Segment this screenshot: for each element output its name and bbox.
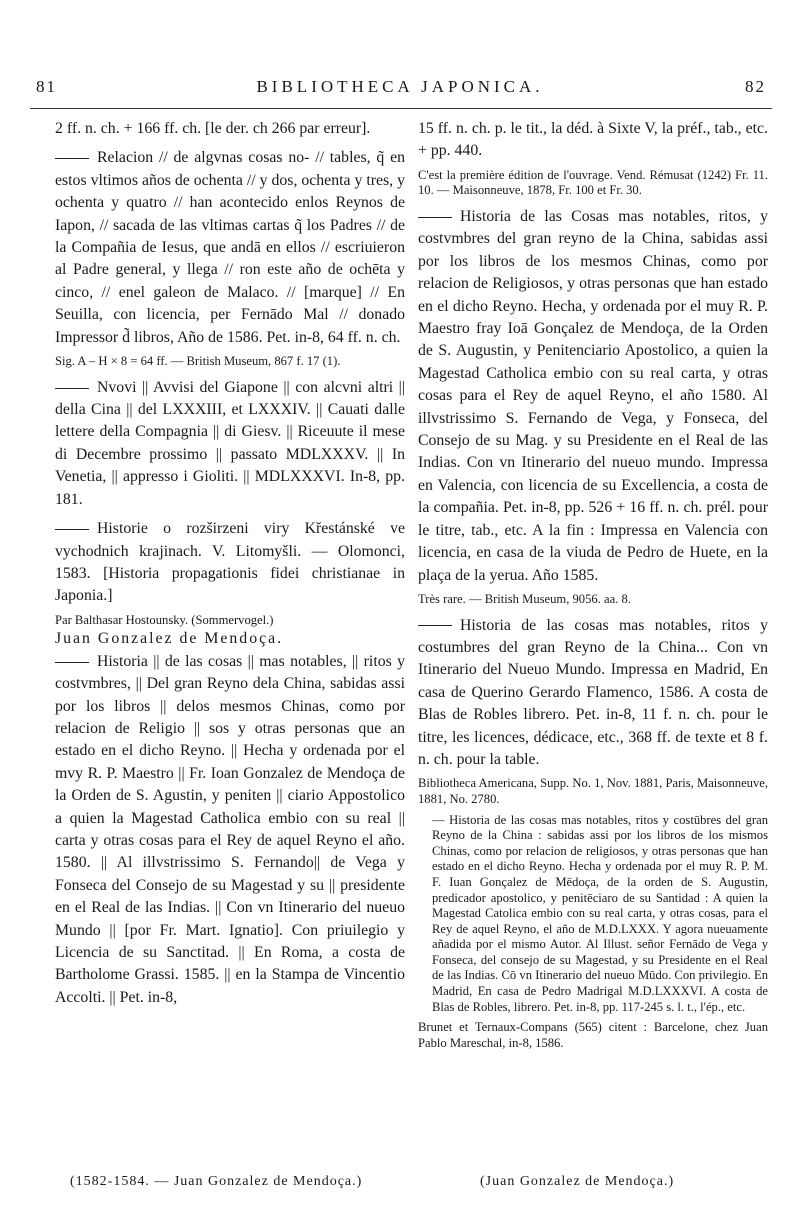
- entry-note: Brunet et Ternaux-Compans (565) citent : Barcelone, chez Juan Pablo Mareschal, in-8, 1586.: [418, 1020, 768, 1050]
- entry-text: Historia || de las cosas || mas notables, || ritos y costvmbres, || Del gran Reyno dela China, sabidas assi por los libros || delos mesmos Chinas, como por relacion de Religio || sos y otras personas que an estado en el dicho Reyno. || Hecha y ordenada por el mvy R. P. Maestro || Fr. Ioan Gonzalez de Mendoça de la Orden de S. Agustin, y peniten || ciario Appostolico a quien la Magestad Catholica embio con su real || carta y otras cosas para el Rey de aquel Reyno el año. 1580. || Al illvstrissimo S. Fernando|| de Vega y Fonseca del Consejo de su Magestad y su || presidente en el Real de las Indias. || Con vn Itinerario del nueuo Mundo || [por Fr. Mart. Ignatio]. Con priuilegio y Licencia de su Sanctitad. || En Roma, a costa de Bartholome Grassi. 1585. || en la Stampa de Vincentio Accolti. || Pet. in-8,: [55, 652, 405, 1006]
- header-rule: [30, 108, 772, 109]
- entry-text: Relacion // de algvnas cosas no- // tables, q̃ en estos vltimos años de ochenta // y dos, ochenta y tres, y ochenta y quatro // han acontecido enlos Reynos de Iapon, // sacada de las vltimas cartas q̃ los Padres // de la Compañia de Iesus, que andā en ellos // escriuieron al Padre general, y llega // ron este año de ochēta y cinco, // enel galeon de Malaco. // [marque] // En Seuilla, con licencia, per Fernādo Mal // donado Impressor d̃ libros, Año de 1586. Pet. in-8, 64 ff. n. ch.: [55, 149, 405, 346]
- entry-note: Sig. A – H × 8 = 64 ff. — British Museum, 867 f. 17 (1).: [55, 354, 341, 369]
- bibliography-entry: [418, 615, 768, 772]
- entry-text: Historie o rozširzeni viry Křestánské ve vychodnich krajinach. V. Litomyšli. — Olomonci, 1583. [Historia propagationis fidei christianae in Japonia.]: [55, 520, 405, 605]
- entry-dash: [55, 388, 89, 389]
- page-number-right: 82: [745, 77, 766, 96]
- entry-text: Nvovi || Avvisi del Giapone || con alcvni altri || della Cina || del LXXXIII, et LXXXIV. || Cauati dalle lettere della Compagnia || di Giesv. || Riceuute il mese di Decembre prossimo || passato MDLXXXV. || In Venetia, || appresso i Gioliti. || MDLXXXVI. In-8, pp. 181.: [55, 378, 405, 508]
- entry-dash: [55, 662, 89, 663]
- entry-dash: [55, 529, 89, 530]
- page-header: [0, 77, 800, 103]
- left-column: [55, 118, 405, 1009]
- entry-note: — Historia de las cosas mas notables, ritos y costūbres del gran Reyno de la China : sabidas assi por los libros de los mismos Chinas, como por relacion de religiosos, y otras personas que han estado en el dicho Reyno. Hecha y ordenada por el muy R. P. M. F. Iuan Gonçalez de Mēdoça, de la orden de S. Augustin, predicador apostolico, y penitēciaro de su Santidad : A quien la Magestad Catolica embio con su real carta, y otras cosas, para el Rey de aquel Reyno, el año de M.D.LXXX. Y agora nueuamente añadida por el mismo Autor. Al Illust. señor Fernādo de Vega y Fonseca, del consejo de su Magestad, y su Presidente en el Real de las Indias. Cō vn Itinerario del nueuo Mūdo. Con privilegio. En Madrid, En casa de Pedro Madrigal M.D.LXXXVI. A costa de Blas de Robles, librero. Pet. in-8, pp. 117-245 s. l. t., l'ép., etc.: [432, 812, 768, 1014]
- entry-dash: [418, 625, 452, 626]
- running-title: BIBLIOTHECA JAPONICA.: [256, 77, 544, 96]
- entry-note: Bibliotheca Americana, Supp. No. 1, Nov. 1881, Paris, Maisonneuve, 1881, No. 2780.: [418, 776, 768, 806]
- bibliography-entry: [55, 147, 405, 349]
- author-heading: Juan Gonzalez de Mendoça.: [55, 630, 284, 648]
- entry-dash: [418, 217, 452, 218]
- right-column: [418, 118, 768, 1051]
- bibliography-entry: [418, 206, 768, 587]
- bibliography-entry: [55, 518, 405, 608]
- entry-text: Historia de las cosas mas notables, ritos y costumbres del gran Reyno de la China... Con vn Itinerario del Nueuo Mundo. Impressa en Madrid, En casa de Querino Gerardo Flamenco, 1586. A costa de Blas de Robles librero. Pet. in-8, 11 f. n. ch. pour le titre, les licences, dédicace, etc., 368 ff. de texte et 8 f. n. ch. pour la table.: [418, 616, 768, 768]
- entry-continuation: 2 ff. n. ch. + 166 ff. ch. [le der. ch 266 par erreur].: [55, 120, 371, 137]
- page-number-left: 81: [36, 77, 57, 96]
- entry-note: Par Balthasar Hostounsky. (Sommervogel.): [55, 612, 274, 627]
- entry-note: Très rare. — British Museum, 9056. aa. 8.: [418, 591, 631, 606]
- footer-right: (Juan Gonzalez de Mendoça.): [480, 1174, 675, 1189]
- entry-continuation: 15 ff. n. ch. p. le tit., la déd. à Sixte V, la préf., tab., etc. + pp. 440.: [418, 120, 768, 160]
- entry-dash: [55, 158, 89, 159]
- entry-note: C'est la première édition de l'ouvrage. Vend. Rémusat (1242) Fr. 11. 10. — Maisonneuve, 1878, Fr. 100 et Fr. 30.: [418, 167, 768, 198]
- bibliography-entry: [55, 377, 405, 511]
- footer-left: (1582-1584. — Juan Gonzalez de Mendoça.): [70, 1174, 363, 1189]
- bibliography-entry: [55, 651, 405, 1010]
- entry-text: Historia de las Cosas mas notables, ritos, y costvmbres del gran reyno de la China, sabidas assi por los libros de los mesmos Chinas, como por relacion de Religiosos, y otras personas que han estado en el dicho Reyno. Hecha, y ordenada por el muy R. P. Maestro fray Ioā Gonçalez de Mendoça, de la Orden de S. Augustin, y Penitenciario Apostolico, a quien la Magestad Catholica embio con su real carta, y otras cosas para el Rey de aquel Reyno, el año 1580. Al illvstrissimo S. Fernando de Vega, y Fonseca, del Consejo de su Mag. y su Presidente en el Real de las Indias. Con vn Itinerario del nueuo mundo. Impressa en Valencia, con licencia de su Excellencia, a costa de la compañia. Pet. in-8, pp. 526 + 16 ff. n. ch. prél. pour le titre, tab., etc. A la fin : Impressa en Valencia con licencia, en casa de la viuda de Pedro de Huete, en la plaça de la yerua. Año 1585.: [418, 208, 768, 584]
